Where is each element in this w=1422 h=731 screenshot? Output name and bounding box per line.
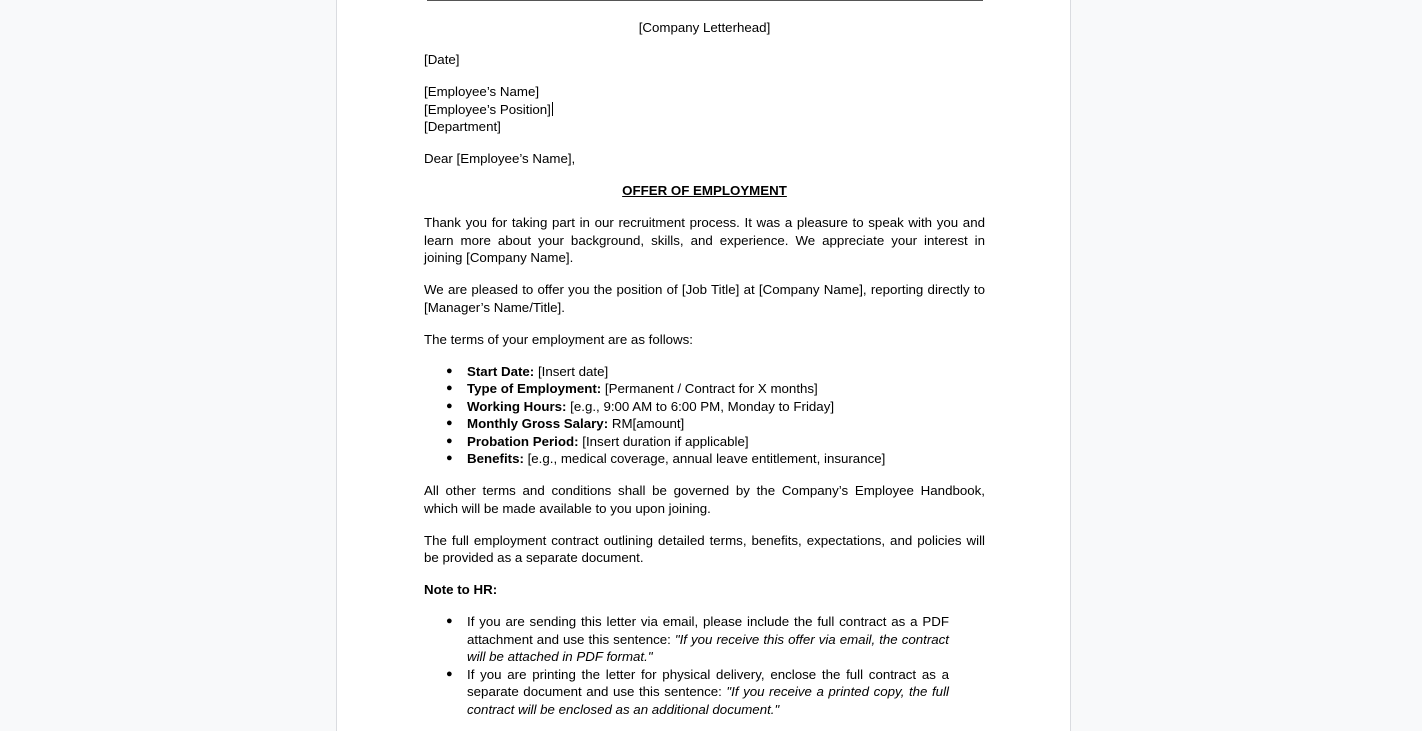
recipient-position: [Employee’s Position] [424, 101, 551, 117]
bullet-icon: ● [446, 417, 453, 429]
bullet-icon: ● [446, 667, 453, 680]
document-page[interactable] [336, 0, 1071, 731]
paragraph-contract: The full employment contract outlining detailed terms, benefits, expectations, and policies will be provided as a separate document. [424, 532, 985, 565]
terms-list [424, 363, 985, 468]
term-label: Type of Employment: [467, 381, 602, 396]
term-value: [Insert duration if applicable] [578, 433, 749, 449]
bullet-icon: ● [446, 382, 453, 394]
paragraph-offer: We are pleased to offer you the position of [Job Title] at [Company Name], reporting directly to [Manager’s Name/Title]. [424, 282, 985, 315]
letter-date: [Date] [424, 52, 460, 67]
term-value: [e.g., 9:00 AM to 6:00 PM, Monday to Friday] [566, 398, 835, 414]
list-item [424, 450, 985, 468]
note-quote: "If you receive a printed copy, the full contract will be enclosed as an additional document." [467, 684, 949, 717]
recipient-position-line [424, 101, 985, 119]
recipient-block [424, 83, 985, 136]
note-heading-text: Note to HR: [424, 582, 498, 597]
term-value: [Insert date] [534, 363, 609, 379]
list-item [424, 613, 949, 666]
recipient-department: [Department] [424, 119, 501, 134]
note-text: If you are sending this letter via email, please include the full contract as a PDF attachment and use this sentence: [467, 614, 949, 647]
paragraph-handbook: All other terms and conditions shall be governed by the Company’s Employee Handbook, which will be made available to you upon joining. [424, 483, 985, 516]
paragraph-intro: Thank you for taking part in our recruitment process. It was a pleasure to speak with you and learn more about your background, skills, and experience. We appreciate your interest in joining [Company Name]. [424, 215, 985, 265]
salutation: Dear [Employee’s Name], [424, 151, 576, 166]
term-label: Working Hours: [467, 398, 567, 414]
note-heading [424, 581, 985, 599]
recipient-name: [Employee’s Name] [424, 84, 540, 99]
list-item [424, 433, 985, 451]
bullet-icon: ● [446, 615, 453, 627]
term-value: [Permanent / Contract for X months] [601, 381, 818, 396]
bullet-icon: ● [446, 452, 453, 464]
list-item [424, 666, 949, 719]
note-text: If you are printing the letter for physical delivery, enclose the full contract as a separate document and use this sentence: [467, 666, 949, 699]
bullet-icon: ● [446, 399, 453, 412]
term-value: [e.g., medical coverage, annual leave entitlement, insurance] [523, 451, 886, 466]
terms-intro: The terms of your employment are as follows: [424, 331, 693, 347]
hr-notes-list [424, 613, 949, 718]
list-item [424, 398, 985, 416]
company-letterhead: [Company Letterhead] [638, 20, 771, 35]
bullet-icon: ● [446, 364, 453, 377]
term-label: Monthly Gross Salary: [467, 416, 609, 431]
note-quote: "If you receive this offer via email, the contract will be attached in PDF format." [467, 631, 950, 664]
term-label: Benefits: [467, 451, 524, 466]
term-label: Probation Period: [467, 433, 579, 449]
term-value: RM[amount] [608, 416, 685, 431]
list-item [424, 415, 985, 433]
bullet-icon: ● [446, 434, 453, 447]
list-item [424, 363, 985, 381]
letter-title: OFFER OF EMPLOYMENT [622, 183, 787, 198]
list-item [424, 380, 985, 398]
term-label: Start Date: [467, 363, 535, 379]
letter-body[interactable] [424, 19, 985, 718]
header-divider [427, 0, 983, 1]
text-cursor [552, 102, 553, 116]
